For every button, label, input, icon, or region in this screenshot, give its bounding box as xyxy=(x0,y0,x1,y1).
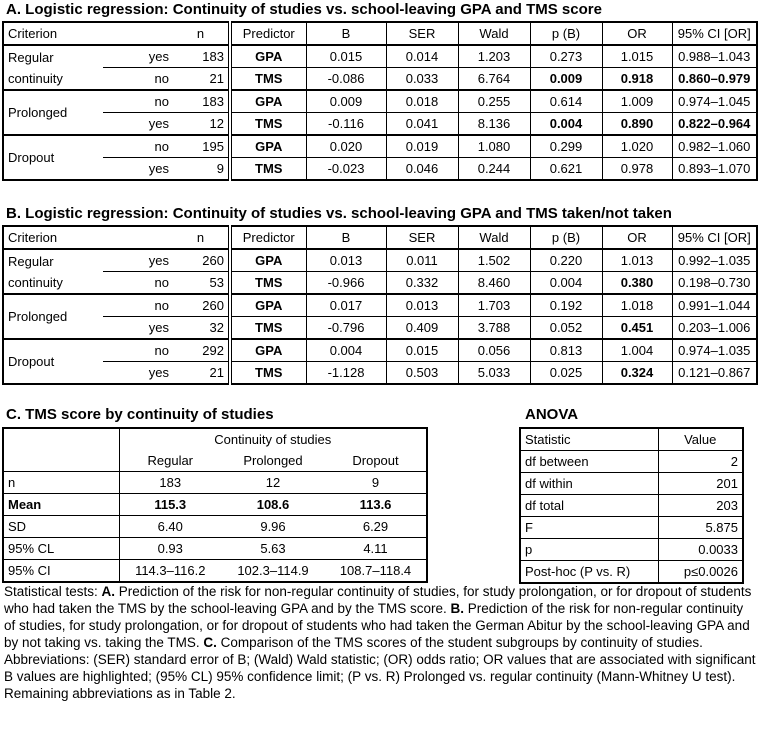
table-row xyxy=(520,561,743,584)
header-predictor: Predictor xyxy=(230,226,306,249)
header-criterion: Criterion xyxy=(8,26,58,41)
row-ser: 0.046 xyxy=(386,158,458,181)
row-b: -0.086 xyxy=(306,68,386,91)
table-row xyxy=(3,135,757,158)
row-wald: 1.203 xyxy=(458,45,530,68)
table-row xyxy=(3,362,757,385)
notes-b-text: Prediction of the risk for non-regular continuity of studies, for study prolongation, or for dropout of students who had taken the German Abitur by the school-leaving GPA and by not taking vs. taking the TMS. xyxy=(4,601,750,650)
cell: 108.7–118.4 xyxy=(339,563,412,578)
table-row xyxy=(3,45,757,68)
row-ci: 0.860–0.979 xyxy=(672,68,757,91)
header-wald: Wald xyxy=(458,22,530,45)
row-p: 0.009 xyxy=(530,68,602,91)
row-ci: 0.982–1.060 xyxy=(672,135,757,158)
table-b-header xyxy=(3,226,757,249)
row-or: 0.451 xyxy=(602,317,672,340)
section-b-title: B. Logistic regression: Continuity of studies vs. school-leaving GPA and TMS taken/not taken xyxy=(6,205,672,222)
row-label: Post-hoc (P vs. R) xyxy=(525,564,631,579)
row-label: yes xyxy=(148,49,169,64)
table-row xyxy=(3,272,757,295)
notes-c-label: C. xyxy=(203,635,217,650)
row-predictor: GPA xyxy=(230,135,306,158)
cell: 5.63 xyxy=(260,541,286,556)
row-label: no xyxy=(154,298,169,313)
table-row xyxy=(3,249,757,272)
row-n: 260 xyxy=(202,253,224,268)
table-row xyxy=(520,473,743,495)
row-p: 0.220 xyxy=(530,249,602,272)
row-wald: 8.460 xyxy=(458,272,530,295)
cell: 183 xyxy=(119,472,221,494)
header-predictor: Predictor xyxy=(230,22,306,45)
table-row xyxy=(520,539,743,561)
row-ser: 0.332 xyxy=(386,272,458,295)
row-predictor: GPA xyxy=(230,249,306,272)
row-ser: 0.409 xyxy=(386,317,458,340)
row-predictor: TMS xyxy=(230,272,306,295)
header-ci: 95% CI [OR] xyxy=(672,226,757,249)
row-n: 195 xyxy=(202,139,224,154)
row-value: 201 xyxy=(658,473,743,495)
anova-header xyxy=(520,428,743,451)
table-row xyxy=(3,294,757,317)
row-or: 0.324 xyxy=(602,362,672,385)
row-p: 0.299 xyxy=(530,135,602,158)
row-predictor: GPA xyxy=(230,339,306,362)
cell: 6.29 xyxy=(362,519,389,534)
row-ser: 0.503 xyxy=(386,362,458,385)
row-p: 0.621 xyxy=(530,158,602,181)
anova-title: ANOVA xyxy=(525,406,579,423)
notes-a-text: Prediction of the risk for non-regular continuity of studies, for study prolongation, or for dropout of students who had taken the TMS by the school-leaving GPA and by the TMS score. xyxy=(4,584,752,616)
cell: 4.11 xyxy=(363,541,388,556)
row-wald: 0.244 xyxy=(458,158,530,181)
row-label: yes xyxy=(148,161,169,176)
row-p: 0.813 xyxy=(530,339,602,362)
row-value: 5.875 xyxy=(658,517,743,539)
row-n: 183 xyxy=(202,94,224,109)
row-label: yes xyxy=(148,253,169,268)
cell: 12 xyxy=(265,475,281,490)
table-row xyxy=(3,339,757,362)
row-ci: 0.992–1.035 xyxy=(672,249,757,272)
table-anova xyxy=(519,427,744,584)
cell: 113.6 xyxy=(359,497,392,512)
row-wald: 0.056 xyxy=(458,339,530,362)
notes-a-label: A. xyxy=(101,584,116,599)
header-ci: 95% CI [OR] xyxy=(672,22,757,45)
row-label: p xyxy=(525,542,533,557)
row-label: df between xyxy=(525,454,589,469)
row-label: no xyxy=(154,343,169,358)
row-p: 0.614 xyxy=(530,90,602,113)
table-a-header xyxy=(3,22,757,45)
row-or: 1.018 xyxy=(602,294,672,317)
row-n: 53 xyxy=(209,275,224,290)
row-predictor: GPA xyxy=(230,294,306,317)
table-a xyxy=(2,21,758,181)
row-or: 0.890 xyxy=(602,113,672,136)
row-ci: 0.974–1.045 xyxy=(672,90,757,113)
row-b: -0.023 xyxy=(306,158,386,181)
table-b xyxy=(2,225,758,385)
row-value: 2 xyxy=(658,451,743,473)
header-n: n xyxy=(196,26,205,41)
row-b: -0.796 xyxy=(306,317,386,340)
row-n: 183 xyxy=(202,49,224,64)
row-ci: 0.988–1.043 xyxy=(672,45,757,68)
row-label: yes xyxy=(148,320,169,335)
header-wald: Wald xyxy=(458,226,530,249)
row-n: 260 xyxy=(202,298,224,313)
row-n: 12 xyxy=(209,116,224,131)
row-ser: 0.011 xyxy=(386,249,458,272)
row-p: 0.052 xyxy=(530,317,602,340)
row-ser: 0.019 xyxy=(386,135,458,158)
table-row xyxy=(520,517,743,539)
row-value: 0.0033 xyxy=(658,539,743,561)
header-b: B xyxy=(306,226,386,249)
row-label: 95% CL xyxy=(8,541,55,556)
row-b: -0.966 xyxy=(306,272,386,295)
row-label: yes xyxy=(148,116,169,131)
header-p: p (B) xyxy=(530,22,602,45)
row-p: 0.004 xyxy=(530,272,602,295)
row-ser: 0.014 xyxy=(386,45,458,68)
row-ci: 0.991–1.044 xyxy=(672,294,757,317)
row-or: 0.380 xyxy=(602,272,672,295)
row-ci: 0.822–0.964 xyxy=(672,113,757,136)
table-row xyxy=(3,472,427,494)
row-value: p≤0.0026 xyxy=(658,561,743,584)
row-label: no xyxy=(154,139,169,154)
col-dropout: Dropout xyxy=(352,453,399,468)
row-predictor: TMS xyxy=(230,362,306,385)
row-or: 1.009 xyxy=(602,90,672,113)
criterion-regular: Regular continuity xyxy=(8,253,63,290)
row-wald: 0.255 xyxy=(458,90,530,113)
col-prolonged: Prolonged xyxy=(243,453,303,468)
row-label: df within xyxy=(525,476,573,491)
table-row xyxy=(3,68,757,91)
row-label: F xyxy=(525,520,533,535)
group-header: Continuity of studies xyxy=(119,428,427,450)
row-b: -1.128 xyxy=(306,362,386,385)
row-wald: 5.033 xyxy=(458,362,530,385)
row-label: n xyxy=(8,475,16,490)
row-label: no xyxy=(154,275,169,290)
criterion-prolonged: Prolonged xyxy=(8,105,68,120)
table-row xyxy=(3,113,757,136)
header-b: B xyxy=(306,22,386,45)
row-label: no xyxy=(154,71,169,86)
notes-abbreviations: Abbreviations: (SER) standard error of B; (Wald) Wald statistic; (OR) odds ratio; OR values that are associated with significant B values are highlighted; (95% CL) 95% confidence limit; (P vs. R) Prolonged vs. regular continuity (Mann-Whitney U test). Remaining abbreviations as in Table 2. xyxy=(4,652,756,701)
row-ser: 0.015 xyxy=(386,339,458,362)
criterion-dropout: Dropout xyxy=(8,150,55,165)
row-n: 292 xyxy=(202,343,224,358)
notes-intro: Statistical tests: xyxy=(4,584,102,599)
row-ser: 0.033 xyxy=(386,68,458,91)
row-ser: 0.018 xyxy=(386,90,458,113)
table-row xyxy=(3,560,427,583)
row-or: 1.020 xyxy=(602,135,672,158)
row-or: 1.015 xyxy=(602,45,672,68)
row-ci: 0.974–1.035 xyxy=(672,339,757,362)
row-predictor: TMS xyxy=(230,158,306,181)
notes-b-label: B. xyxy=(450,601,464,616)
row-label: df total xyxy=(525,498,565,513)
row-or: 1.004 xyxy=(602,339,672,362)
row-ser: 0.041 xyxy=(386,113,458,136)
row-or: 0.918 xyxy=(602,68,672,91)
criterion-dropout: Dropout xyxy=(8,354,55,369)
header-or: OR xyxy=(602,226,672,249)
row-b: 0.009 xyxy=(306,90,386,113)
row-b: 0.013 xyxy=(306,249,386,272)
row-wald: 8.136 xyxy=(458,113,530,136)
row-ser: 0.013 xyxy=(386,294,458,317)
table-c-group-header xyxy=(3,428,427,450)
row-b: 0.004 xyxy=(306,339,386,362)
row-ci: 0.198–0.730 xyxy=(672,272,757,295)
header-criterion: Criterion xyxy=(8,230,58,245)
notes-c-text: Comparison of the TMS scores of the student subgroups by continuity of studies. xyxy=(216,635,703,650)
header-or: OR xyxy=(602,22,672,45)
cell: 9 xyxy=(371,475,380,490)
row-b: 0.015 xyxy=(306,45,386,68)
row-n: 9 xyxy=(216,161,224,176)
table-row xyxy=(3,516,427,538)
table-row xyxy=(520,495,743,517)
row-p: 0.192 xyxy=(530,294,602,317)
cell: 108.6 xyxy=(256,497,290,512)
row-label: Mean xyxy=(8,497,42,512)
header-p: p (B) xyxy=(530,226,602,249)
header-ser: SER xyxy=(386,226,458,249)
row-predictor: GPA xyxy=(230,45,306,68)
cell: 6.40 xyxy=(119,516,221,538)
row-value: 203 xyxy=(658,495,743,517)
row-or: 0.978 xyxy=(602,158,672,181)
table-c-header xyxy=(3,450,427,472)
row-n: 21 xyxy=(209,71,224,86)
row-predictor: TMS xyxy=(230,113,306,136)
row-b: -0.116 xyxy=(306,113,386,136)
criterion-regular: Regular continuity xyxy=(8,49,63,86)
row-label: SD xyxy=(8,519,27,534)
row-label: yes xyxy=(148,365,169,380)
row-p: 0.273 xyxy=(530,45,602,68)
section-c-title: C. TMS score by continuity of studies xyxy=(6,406,274,423)
table-row xyxy=(3,90,757,113)
table-row xyxy=(3,317,757,340)
row-n: 32 xyxy=(209,320,224,335)
cell: 0.93 xyxy=(119,538,221,560)
row-predictor: GPA xyxy=(230,90,306,113)
header-statistic: Statistic xyxy=(525,432,571,447)
header-n: n xyxy=(196,230,205,245)
row-ci: 0.203–1.006 xyxy=(672,317,757,340)
row-wald: 1.502 xyxy=(458,249,530,272)
header-ser: SER xyxy=(386,22,458,45)
row-ci: 0.121–0.867 xyxy=(672,362,757,385)
row-label: no xyxy=(154,94,169,109)
row-wald: 1.703 xyxy=(458,294,530,317)
cell: 9.96 xyxy=(260,519,286,534)
cell: 114.3–116.2 xyxy=(119,560,221,583)
footnotes xyxy=(4,583,756,702)
table-row xyxy=(3,538,427,560)
table-row xyxy=(3,494,427,516)
table-row xyxy=(3,158,757,181)
criterion-prolonged: Prolonged xyxy=(8,309,68,324)
row-b: 0.020 xyxy=(306,135,386,158)
row-p: 0.004 xyxy=(530,113,602,136)
row-wald: 6.764 xyxy=(458,68,530,91)
header-value: Value xyxy=(658,428,743,451)
row-n: 21 xyxy=(209,365,224,380)
row-or: 1.013 xyxy=(602,249,672,272)
col-regular: Regular xyxy=(119,450,221,472)
cell: 102.3–114.9 xyxy=(237,563,309,578)
section-a-title: A. Logistic regression: Continuity of studies vs. school-leaving GPA and TMS score xyxy=(6,1,602,18)
row-wald: 3.788 xyxy=(458,317,530,340)
row-predictor: TMS xyxy=(230,68,306,91)
cell: 115.3 xyxy=(119,494,221,516)
row-p: 0.025 xyxy=(530,362,602,385)
row-b: 0.017 xyxy=(306,294,386,317)
row-predictor: TMS xyxy=(230,317,306,340)
table-c xyxy=(2,427,428,583)
row-label: 95% CI xyxy=(8,563,51,578)
row-ci: 0.893–1.070 xyxy=(672,158,757,181)
table-row xyxy=(520,451,743,473)
row-wald: 1.080 xyxy=(458,135,530,158)
